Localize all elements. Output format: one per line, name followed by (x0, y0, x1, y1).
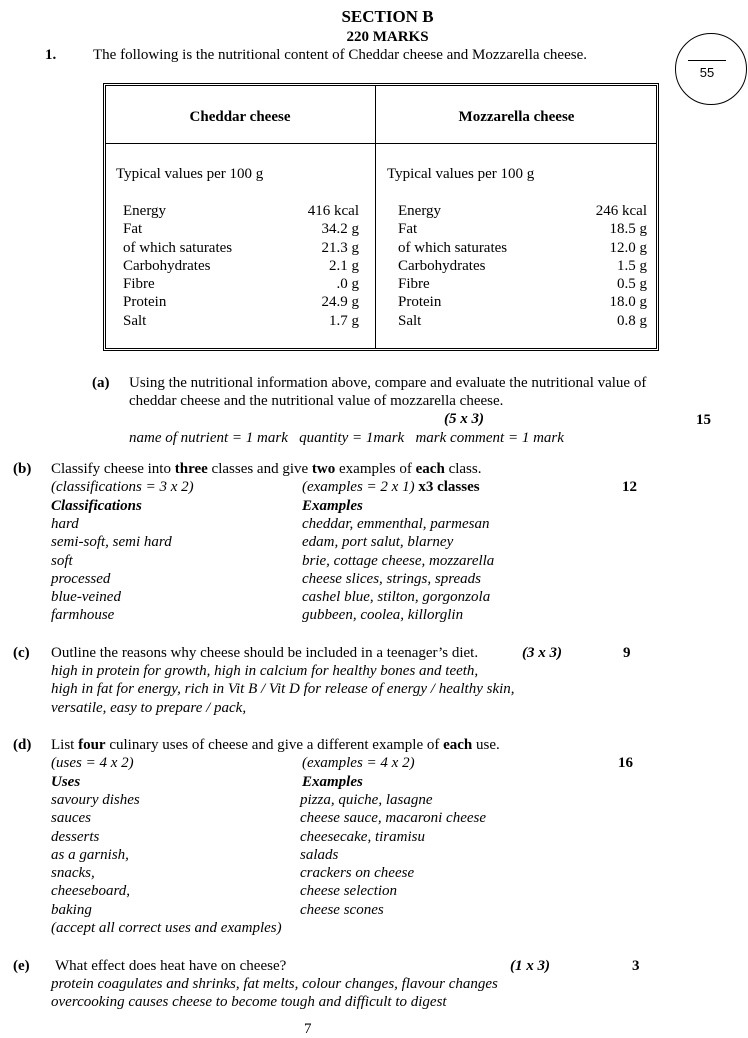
nutrient-value: 18.5 g (609, 221, 647, 238)
score-line (688, 60, 726, 61)
part-c-label: (c) (13, 645, 30, 661)
answer-line: versatile, easy to prepare / pack, (51, 699, 247, 716)
nutrient-value: 34.2 g (321, 221, 359, 238)
example-item: cheese slices, strings, spreads (302, 570, 482, 587)
part-a-label: (a) (92, 375, 110, 391)
nutrient-label: Salt (398, 312, 422, 329)
answer-line: protein coagulates and shrinks, fat melts, colour changes, flavour changes (51, 976, 498, 992)
part-d-uses (51, 791, 282, 937)
example-item: brie, cottage cheese, mozzarella (302, 552, 495, 569)
answer-line: high in fat for energy, rich in Vit B / Vit D for release of energy / healthy skin, (51, 681, 515, 698)
score-value: 55 (699, 65, 715, 80)
use-item: cheeseboard, (51, 883, 130, 900)
classification-item: semi-soft, semi hard (51, 534, 172, 551)
nutrient-label: Protein (398, 294, 442, 311)
example-item: cashel blue, stilton, gorgonzola (302, 589, 491, 606)
answer-line: overcooking causes cheese to become tough and difficult to digest (51, 994, 447, 1011)
part-a-question-line2: cheddar cheese and the nutritional value of mozzarella cheese. (129, 393, 504, 409)
nutrient-value: 1.7 g (329, 312, 359, 329)
part-d-note: (accept all correct uses and examples) (51, 920, 282, 937)
nutrient-label: of which saturates (123, 239, 233, 256)
nutrient-value: 18.0 g (609, 294, 647, 311)
nutrient-value: 2.1 g (329, 257, 359, 274)
part-d-head-examples: Examples (302, 774, 363, 790)
part-c-marks: 9 (623, 645, 631, 661)
mozzarella-heading: Mozzarella cheese (458, 109, 575, 125)
example-item: pizza, quiche, lasagne (300, 792, 433, 808)
part-c-allocation: (3 x 3) (522, 645, 562, 661)
nutrient-value: 0.8 g (617, 312, 647, 329)
part-b-label: (b) (13, 461, 32, 477)
nutrient-value: 416 kcal (307, 203, 359, 219)
nutrient-value: .0 g (336, 276, 359, 293)
nutrient-value: 246 kcal (595, 203, 647, 219)
nutrient-label: Fat (123, 221, 143, 238)
cheddar-heading: Cheddar cheese (189, 109, 291, 125)
section-title: SECTION B (341, 7, 434, 26)
use-item: as a garnish, (51, 846, 129, 863)
part-e-question: What effect does heat have on cheese? (55, 958, 287, 974)
part-a-marks: 15 (696, 412, 711, 428)
example-item: salads (300, 846, 339, 863)
part-b-examples (302, 515, 494, 625)
use-item: desserts (51, 828, 100, 845)
part-b-classifications (51, 515, 172, 625)
nutrient-label: Protein (123, 294, 167, 311)
part-d-label: (d) (13, 737, 32, 753)
classification-item: hard (51, 516, 79, 532)
question-intro: The following is the nutritional content of Cheddar cheese and Mozzarella cheese. (93, 47, 587, 63)
example-item: cheddar, emmenthal, parmesan (302, 516, 490, 532)
cheddar-nutrients (123, 202, 232, 330)
example-item: cheese selection (300, 883, 398, 900)
nutrient-label: of which saturates (398, 239, 508, 256)
part-b-head-examples: Examples (302, 498, 363, 514)
nutrient-label: Fibre (398, 276, 430, 293)
part-e-allocation: (1 x 3) (510, 958, 550, 974)
nutrient-value: 1.5 g (617, 257, 647, 274)
page-number: 7 (304, 1021, 312, 1037)
example-item: cheese scones (300, 901, 384, 918)
nutrient-value: 21.3 g (321, 239, 359, 256)
example-item: cheesecake, tiramisu (300, 828, 425, 845)
classification-item: blue-veined (51, 589, 121, 606)
example-item: gubbeen, coolea, killorglin (302, 607, 464, 624)
part-a-marking-scheme: name of nutrient = 1 mark quantity = 1mark mark comment = 1 mark (129, 430, 564, 446)
part-c-question: Outline the reasons why cheese should be included in a teenager’s diet. (51, 645, 479, 661)
nutrient-label: Salt (123, 312, 147, 329)
nutrient-value: 0.5 g (617, 276, 647, 293)
nutrient-label: Fat (398, 221, 418, 238)
classification-item: farmhouse (51, 607, 115, 624)
part-b-marks: 12 (622, 479, 637, 495)
part-d-allocation-uses: (uses = 4 x 2) (51, 755, 134, 771)
example-item: crackers on cheese (300, 865, 415, 882)
nutrient-label: Energy (123, 203, 167, 219)
part-b-allocation-classes: (classifications = 3 x 2) (51, 479, 194, 495)
nutrient-label: Fibre (123, 276, 155, 293)
example-item: cheese sauce, macaroni cheese (300, 810, 487, 827)
example-item: edam, port salut, blarney (302, 534, 454, 551)
part-d-question: List four culinary uses of cheese and give a different example of each use. (51, 737, 500, 753)
part-d-allocation-examples: (examples = 4 x 2) (302, 755, 415, 771)
nutrient-label: Carbohydrates (398, 257, 486, 274)
use-item: snacks, (51, 865, 95, 882)
part-d-marks: 16 (618, 755, 633, 771)
nutrient-value: 24.9 g (321, 294, 359, 311)
section-marks: 220 MARKS (346, 29, 429, 45)
table-header-divider (105, 143, 657, 144)
nutrient-label: Carbohydrates (123, 257, 211, 274)
part-c-answers (51, 662, 515, 717)
part-b-head-classifications: Classifications (51, 498, 142, 514)
classification-item: soft (51, 552, 73, 569)
part-b-question: Classify cheese into three classes and give two examples of each class. (51, 461, 482, 477)
part-e-label: (e) (13, 958, 30, 974)
part-e-marks: 3 (632, 958, 640, 974)
part-d-head-uses: Uses (51, 774, 81, 790)
part-a-question-line1: Using the nutritional information above, compare and evaluate the nutritional value of (129, 375, 647, 391)
part-b-allocation-examples: (examples = 2 x 1) x3 classes (302, 479, 480, 495)
part-d-examples (300, 791, 486, 919)
use-item: savoury dishes (51, 792, 140, 808)
cheddar-subtitle: Typical values per 100 g (116, 166, 264, 182)
nutrient-value: 12.0 g (609, 239, 647, 256)
mozzarella-nutrients (398, 202, 507, 330)
classification-item: processed (51, 570, 111, 587)
mozzarella-values (560, 202, 647, 330)
question-number: 1. (45, 47, 57, 63)
part-a-allocation: (5 x 3) (444, 411, 484, 427)
answer-line: high in protein for growth, high in calcium for healthy bones and teeth, (51, 663, 479, 679)
use-item: baking (51, 901, 92, 918)
use-item: sauces (51, 810, 91, 827)
mozzarella-subtitle: Typical values per 100 g (387, 166, 535, 182)
nutrient-label: Energy (398, 203, 442, 219)
cheddar-values (280, 202, 359, 330)
part-e-answers (51, 975, 498, 1012)
